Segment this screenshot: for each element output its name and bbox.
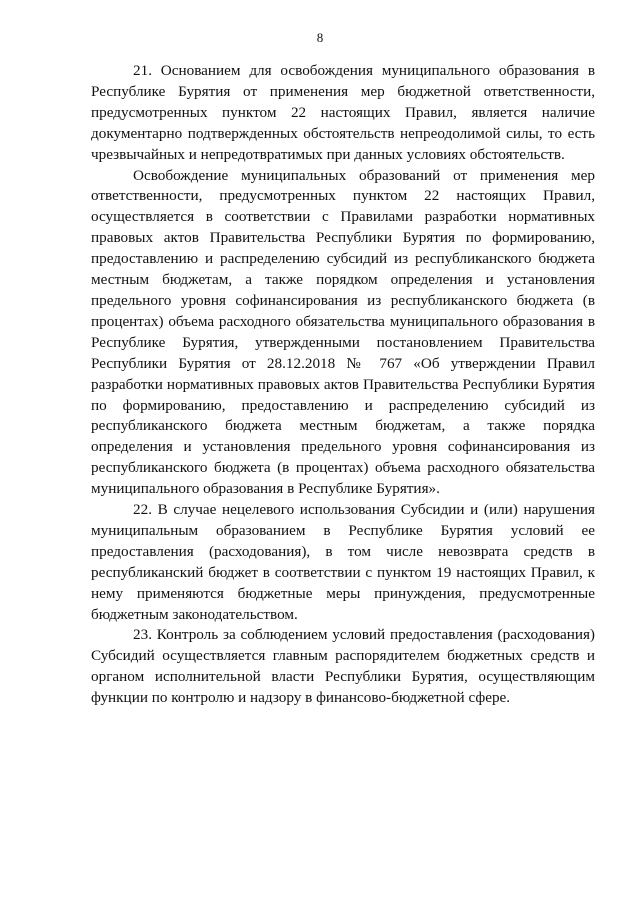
- paragraph-exemption: Освобождение муниципальных образований от применения мер ответственности, предусмотренных пунктом 22 настоящих Правил, осуществляется в соответствии с Правилами разработки нормативных правовых актов Правительства Республики Бурятия по формированию, предоставлению и распределению субсидий из республиканского бюджета местным бюджетам, а также порядком определения и установления предельного уровня софинансирования из республиканского бюджета (в процентах) объема расходного обязательства муниципального образования в Республике Бурятия, утвержденными постановлением Правительства Республики Бурятия от 28.12.2018 № 767 «Об утверждении Правил разработки нормативных правовых актов Правительства Республики Бурятия по формированию, предоставлению и распределению субсидий из республиканского бюджета местным бюджетам, а также порядка определения и установления предельного уровня софинансирования из республиканского бюджета (в процентах) объема расходного обязательства муниципального образования в Республике Бурятия».: [91, 166, 595, 498]
- paragraph-23: 23. Контроль за соблюдением условий предоставления (расходования) Субсидий осуществляется главным распорядителем бюджетных средств и органом исполнительной власти Республики Бурятия, осуществляющим функции по контролю и надзору в финансово-бюджетной сфере.: [91, 626, 595, 707]
- paragraph-22: 22. В случае нецелевого использования Субсидии и (или) нарушения муниципальным образованием в Республике Бурятия условий ее предоставления (расходования), в том числе невозврата средств в республиканский бюджет в соответствии с пунктом 19 настоящих Правил, к нему применяются бюджетные меры принуждения, предусмотренные бюджетным законодательством.: [91, 501, 595, 623]
- document-body: [91, 61, 595, 709]
- paragraph-21: 21. Основанием для освобождения муниципального образования в Республике Бурятия от применения мер бюджетной ответственности, предусмотренных пунктом 22 настоящих Правил, является наличие документарно подтвержденных обстоятельств непреодолимой силы, то есть чрезвычайных и непредотвратимых при данных условиях обстоятельств.: [91, 62, 595, 163]
- page-number: 8: [316, 30, 324, 45]
